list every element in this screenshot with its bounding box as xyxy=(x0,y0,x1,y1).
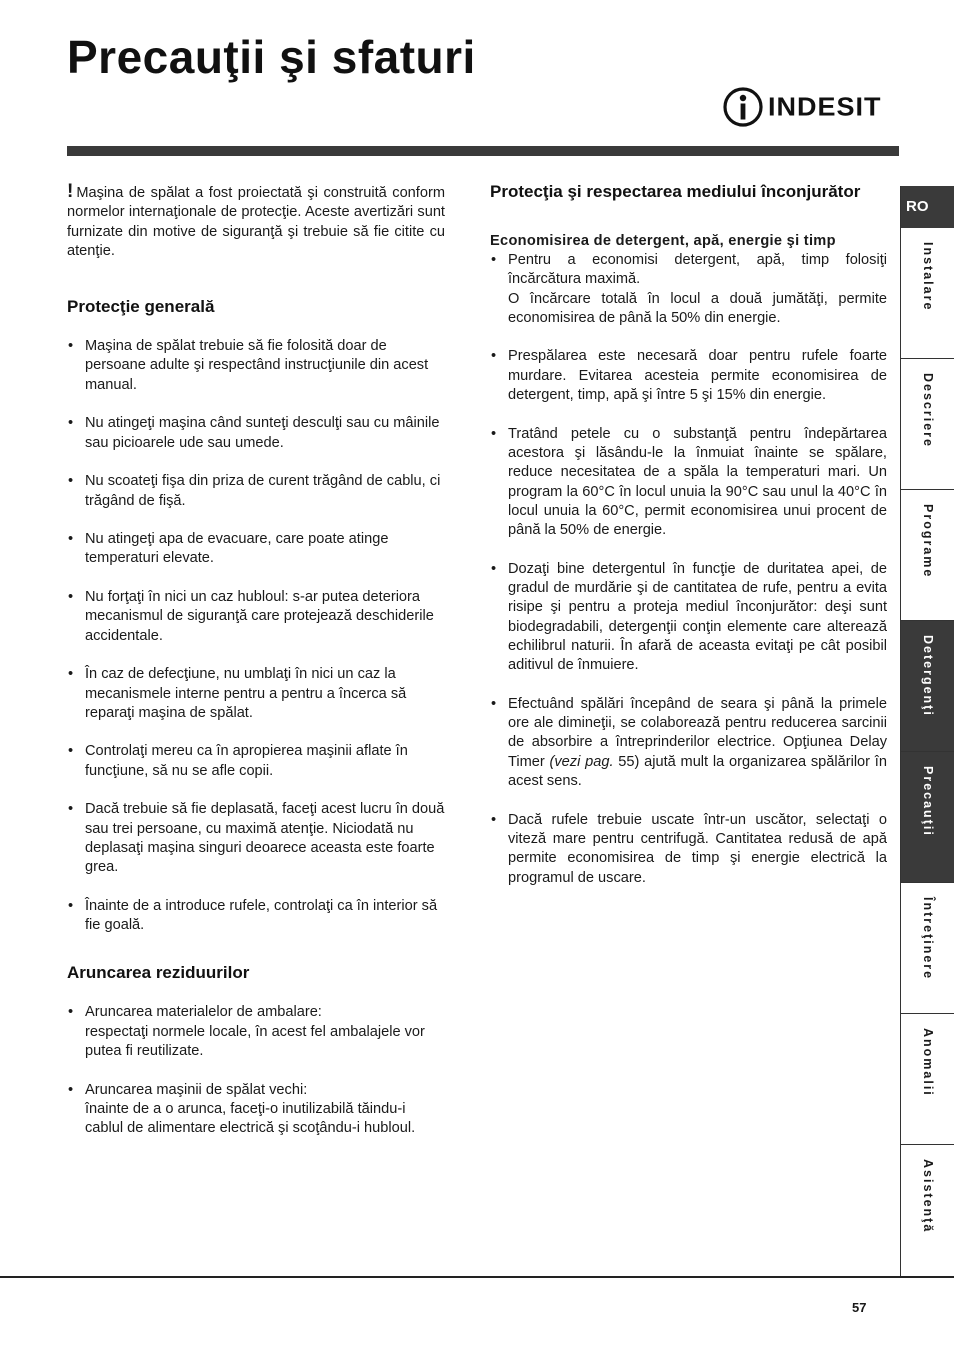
waste-disposal-heading: Aruncarea reziduurilor xyxy=(67,963,250,983)
intro-text: Maşina de spălat a fost proiectată şi construită conform normelor internaţionale de protecţie. Aceste avertizări sunt furnizate din motive de siguranţă şi trebuie să fie citite cu atenţie. xyxy=(67,185,445,259)
list-item-head: • Aruncarea materialelor de ambalare: xyxy=(85,1004,322,1021)
indesit-i-icon xyxy=(722,86,764,128)
tab-label: Programe xyxy=(921,504,935,579)
tab-label: Detergenţi xyxy=(921,635,935,717)
list-item xyxy=(67,1003,445,1061)
page-reference: (vezi pag. xyxy=(549,753,614,770)
tab-instalare[interactable] xyxy=(901,228,954,359)
list-item: • Controlaţi mereu ca în apropierea maşinii aflate în funcţiune, să nu se afle copii. xyxy=(67,742,445,781)
brand-logo xyxy=(722,86,882,128)
page-number: 57 xyxy=(852,1300,867,1315)
list-item-text: 55) ajută mult la organizarea spălărilor în acest sens. xyxy=(508,753,887,790)
savings-list xyxy=(490,251,887,888)
list-item xyxy=(490,251,887,328)
list-item-body: respectaţi normele locale, în acest fel ambalajele vor putea fi reutilizate. xyxy=(85,1023,425,1059)
tab-label: Asistenţă xyxy=(921,1159,935,1234)
tab-precautii[interactable] xyxy=(901,752,954,883)
tab-label: Descriere xyxy=(921,373,935,448)
right-column xyxy=(490,182,887,907)
savings-subheading: Economisirea de detergent, apă, energie şi timp xyxy=(490,233,836,249)
general-protection-list xyxy=(67,337,445,935)
tab-detergenti[interactable] xyxy=(901,621,954,752)
list-item: • Nu scoateţi fişa din priza de curent trăgând de cablu, ci trăgând de fişă. xyxy=(67,472,445,511)
tab-label: Precauţii xyxy=(921,766,935,837)
list-item xyxy=(67,1081,445,1139)
list-item: • Tratând petele cu o substanţă pentru îndepărtarea acestora şi lăsându-le la înmuiat înainte se spălare, reduce necesitatea de a spăla la temperaturi mari. Un program la 60°C în locul unuia la 90°C sau unul la 40°C în locul unuia la 60°C, permit economisirea unui procent de până la 50% de energie. xyxy=(490,425,887,541)
tab-descriere[interactable] xyxy=(901,359,954,490)
brand-name: INDESIT xyxy=(768,92,882,121)
tab-asistenta[interactable] xyxy=(901,1145,954,1275)
waste-disposal-list xyxy=(67,1003,445,1138)
list-item: • Nu forţaţi în nici un caz hubloul: s-ar putea deteriora mecanismul de siguranţă care protejează deschiderile accidentale. xyxy=(67,588,445,646)
list-item: • În caz de defecţiune, nu umblaţi în nici un caz la mecanismele interne pentru a pentru a încerca să reparaţi maşina de spălat. xyxy=(67,665,445,723)
left-column xyxy=(67,182,445,1158)
warning-mark: ! xyxy=(67,181,74,202)
tab-anomalii[interactable] xyxy=(901,1014,954,1145)
list-item: • Prespălarea este necesară doar pentru rufele foarte murdare. Evitarea acesteia permite economisirea de detergent, timp, apă şi între 5 şi 15% din energie. xyxy=(490,347,887,405)
list-item: • Dacă rufele trebuie uscate într-un uscător, selectaţi o viteză mare pentru centrifugă. Cantitatea redusă de apă permite economisirea de timp şi energie electrică la programul de uscare. xyxy=(490,811,887,888)
intro-paragraph xyxy=(67,182,445,261)
list-item: • Înainte de a introduce rufele, controlaţi ca în interior să fie goală. xyxy=(67,897,445,936)
list-item: • Dacă trebuie să fie deplasată, faceţi acest lucru în două sau trei persoane, cu maximă atenţie. Niciodată nu deplasaţi maşina singuri deoarece aceasta este foarte grea. xyxy=(67,800,445,877)
list-item: • Nu atingeţi apa de evacuare, care poate atinge temperaturi elevate. xyxy=(67,530,445,569)
tab-label: Întreţinere xyxy=(921,897,935,981)
list-item-head: • Aruncarea maşinii de spălat vechi: xyxy=(85,1081,308,1098)
environment-heading: Protecţia şi respectarea mediului înconjurător xyxy=(490,182,861,201)
list-item: • Nu atingeţi maşina când sunteţi desculţi sau cu mâinile sau picioarele ude sau umede. xyxy=(67,414,445,453)
tab-programe[interactable] xyxy=(901,490,954,621)
page-title: Precauţii şi sfaturi xyxy=(67,31,476,83)
list-item-body: înainte de a o arunca, faceţi-o inutilizabilă tăindu-i cablul de alimentare electrică şi scoţându-i hubloul. xyxy=(85,1100,416,1137)
list-item-text: Efectuând spălări începând de seara şi până la primele ore ale dimineţii, se colaborează pentru reducerea sarcinii de absorbire a întreprinderilor electrice. Opţiunea Delay Timer xyxy=(508,695,887,770)
tab-label: Anomalii xyxy=(921,1028,935,1097)
tab-label: Instalare xyxy=(921,242,935,312)
tab-intretinere[interactable] xyxy=(901,883,954,1014)
list-item-text: • Pentru a economisi detergent, apă, timp folosiţi încărcătura maximă. xyxy=(508,252,887,288)
footer-rule xyxy=(0,1276,954,1278)
header-rule xyxy=(67,146,899,156)
section-sidebar xyxy=(900,186,954,1277)
language-tab[interactable]: RO xyxy=(901,186,954,228)
general-protection-heading: Protecţie generală xyxy=(67,297,215,317)
list-item: • Maşina de spălat trebuie să fie folosită doar de persoane adulte şi respectând instrucţiunile din acest manual. xyxy=(67,337,445,395)
list-item xyxy=(490,695,887,791)
list-item-text: O încărcare totală în locul a două jumătăţi, permite economisirea de până la 50% din energie. xyxy=(508,290,887,326)
list-item: • Dozaţi bine detergentul în funcţie de duritatea apei, de gradul de murdărie şi de cantitatea de rufe, pentru a evita risipe şi pentru a proteja mediul înconjurător: deşi sunt biodegradabili, detergenţii conţin elemente care alterează echilibrul naturii. În afară de aceasta evitaţi pe cât posibil aditivul de înmuiere. xyxy=(490,560,887,676)
